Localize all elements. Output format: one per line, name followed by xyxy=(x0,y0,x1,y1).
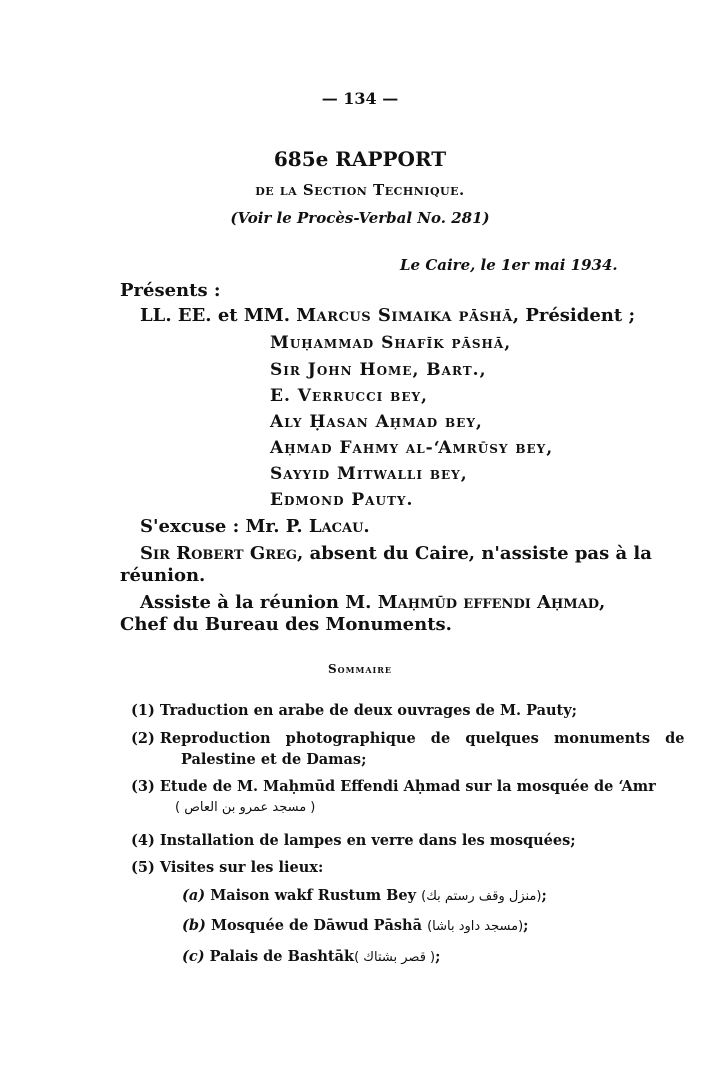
member-line: Sir John Home, Bart., xyxy=(270,360,487,380)
member-line: Sayyid Mitwalli bey, xyxy=(270,464,468,484)
sub-item-end: ; xyxy=(541,887,547,904)
item-text: Traduction en arabe de deux ouvrages de M. Pauty; xyxy=(159,702,578,719)
sub-item xyxy=(182,948,440,965)
list-item xyxy=(131,778,656,795)
report-title: 685e RAPPORT xyxy=(273,147,447,171)
sub-item-text: Maison wakf Rustum Bey xyxy=(210,887,417,904)
sub-item-letter: (b) xyxy=(182,917,206,934)
excuse-line xyxy=(140,516,370,537)
member-line: Aḥmad Fahmy al-‘Amrūsy bey, xyxy=(270,438,554,458)
presents-first-line xyxy=(140,305,635,326)
item-text: Reproduction photographique de quelques monuments de xyxy=(159,730,685,747)
item-text: Installation de lampes en verre dans les mosquées; xyxy=(159,832,576,849)
assiste-line xyxy=(140,592,605,613)
item-text: Etude de M. Maḥmūd Effendi Aḥmad sur la mosquée de ‘Amr xyxy=(159,778,656,795)
report-reference: (Voir le Procès-Verbal No. 281) xyxy=(230,209,490,227)
item-number: (5) xyxy=(131,859,155,876)
report-subtitle: de la Section Technique. xyxy=(255,181,465,199)
list-item xyxy=(131,832,576,849)
list-item xyxy=(131,702,577,719)
item-number: (2) xyxy=(131,730,155,747)
item-number: (4) xyxy=(131,832,155,849)
item-text: Visites sur les lieux: xyxy=(159,859,324,876)
sub-item xyxy=(182,917,529,934)
member-line: Edmond Pauty. xyxy=(270,490,414,510)
sub-item-text: Mosquée de Dāwud Pāshā xyxy=(210,917,422,934)
list-item xyxy=(131,730,685,747)
sub-item-letter: (a) xyxy=(182,887,206,904)
date-line: Le Caire, le 1er mai 1934. xyxy=(400,256,618,274)
list-item-continuation: Palestine et de Damas; xyxy=(181,751,367,768)
presents-label: Présents : xyxy=(120,280,221,301)
assiste-prefix: Assiste à la réunion M. xyxy=(140,592,372,613)
president-name: Marcus Simaika pāshā xyxy=(296,305,513,326)
sub-item-end: ; xyxy=(435,948,441,965)
absent-line-2: réunion. xyxy=(120,565,206,586)
presents-prefix: LL. EE. et MM. xyxy=(140,305,290,326)
absent-text: absent du Caire, n'assiste pas à la xyxy=(303,543,652,564)
sub-item xyxy=(182,887,547,904)
excuse-prefix: S'excuse : Mr. P. xyxy=(140,516,303,537)
page-number: — 134 — xyxy=(321,89,399,108)
sub-item-end: ; xyxy=(523,917,529,934)
list-item xyxy=(131,859,323,876)
item-number: (1) xyxy=(131,702,155,719)
sub-item-letter: (c) xyxy=(182,948,205,965)
sub-item-arabic: ( قصر بشتاك ) xyxy=(354,950,436,965)
assiste-line-2: Chef du Bureau des Monuments. xyxy=(120,614,452,635)
member-line: Muḥammad Shafīk pāshā, xyxy=(270,333,512,353)
absent-line xyxy=(140,543,652,564)
item-number: (3) xyxy=(131,778,155,795)
assiste-name: Maḥmūd effendi Aḥmad, xyxy=(377,592,606,613)
excuse-name: Lacau. xyxy=(308,516,370,537)
arabic-title: ( مسجد عمرو بن العاص ) xyxy=(175,800,316,815)
absent-name: Sir Robert Greg, xyxy=(140,543,304,564)
member-line: Aly Ḥasan Aḥmad bey, xyxy=(270,412,483,432)
member-line: E. Verrucci bey, xyxy=(270,386,428,406)
sommaire-title: Sommaire xyxy=(327,662,393,676)
president-role: , Président ; xyxy=(512,305,636,326)
sub-item-arabic: (مسجد داود باشا) xyxy=(427,919,524,934)
sub-item-text: Palais de Bashtāk xyxy=(209,948,355,965)
sub-item-arabic: (منزل وقف رستم بك) xyxy=(421,889,542,904)
